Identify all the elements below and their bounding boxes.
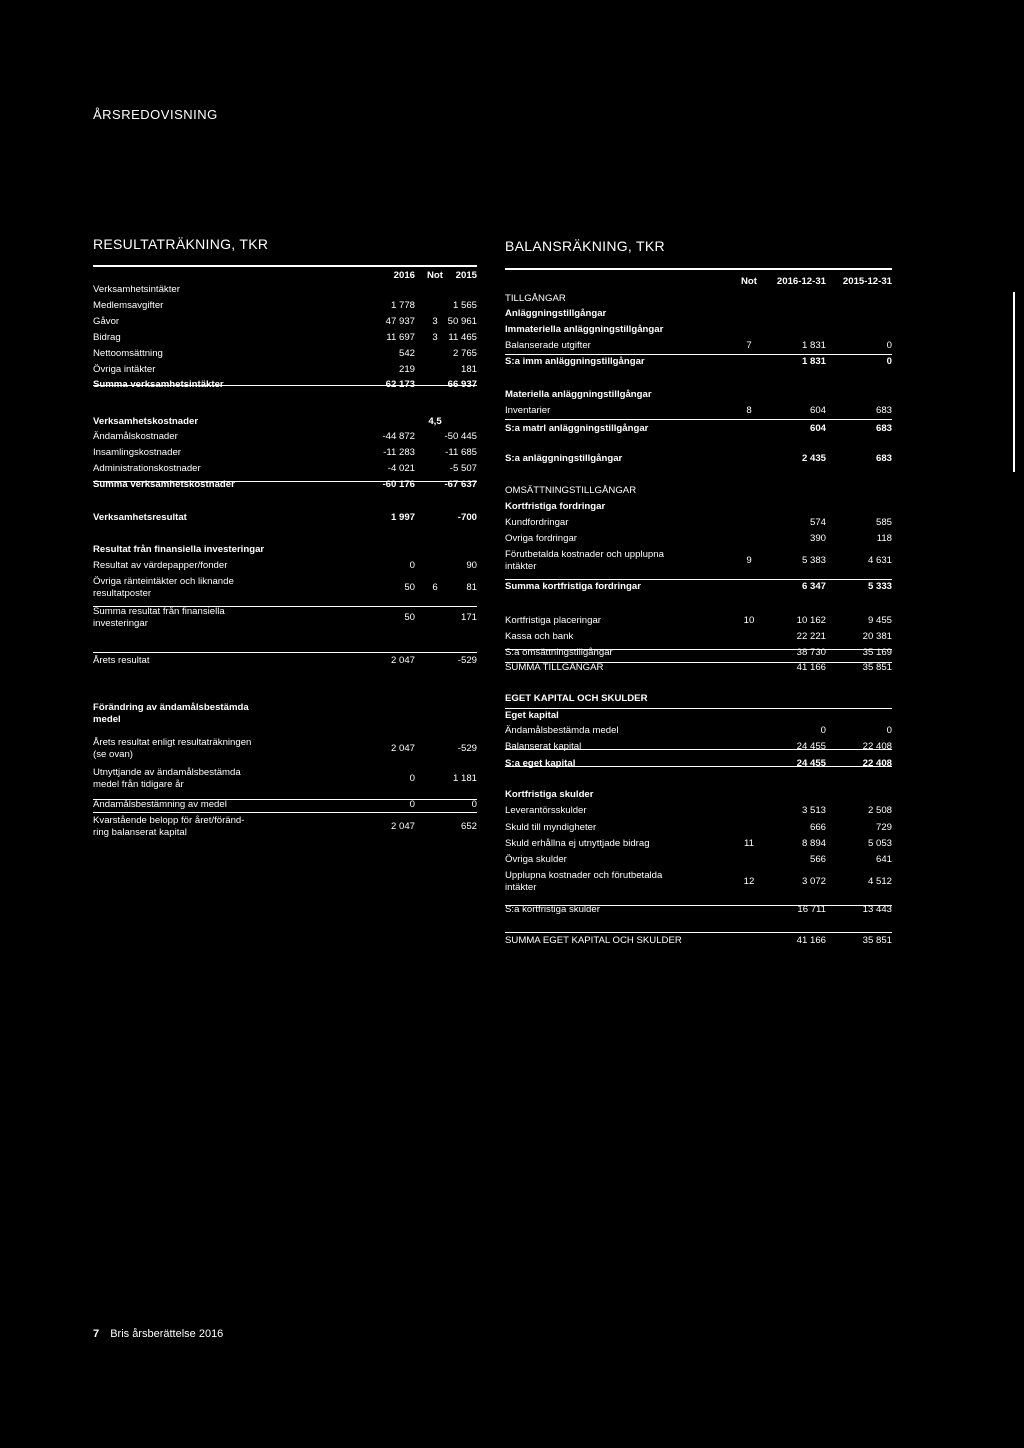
row-value-previous: 35 851 <box>862 662 892 673</box>
row-value-current: 24 455 <box>796 758 826 769</box>
row-value-previous: 1 181 <box>452 773 477 784</box>
row-value-current: 574 <box>809 517 826 528</box>
report-header: ÅRSREDOVISNING <box>93 107 218 122</box>
row-value-current: 3 072 <box>801 876 826 887</box>
resultat-table <box>93 265 477 675</box>
row-value-previous: 2 508 <box>867 805 892 816</box>
row-label: Anläggningstillgångar <box>505 308 607 319</box>
row-label: Insamlingskostnader <box>93 447 181 458</box>
row-label: Utnyttjande av ändamålsbestämda medel från tidigare år <box>93 767 241 790</box>
row-label: Immateriella anläggningstillgångar <box>505 324 664 335</box>
row-value-previous: 0 <box>886 356 892 367</box>
row-value-current: 16 711 <box>797 904 826 915</box>
row-value-current: 11 697 <box>386 332 415 343</box>
row-value-previous: 2 765 <box>452 348 477 359</box>
row-value-previous: 171 <box>460 612 477 623</box>
row-value-previous: 1 565 <box>452 300 477 311</box>
row-label: Balanserat kapital <box>505 741 582 752</box>
row-label: SUMMA EGET KAPITAL OCH SKULDER <box>505 935 682 946</box>
balans-table <box>505 268 892 678</box>
row-label: Förutbetalda kostnader och upplupna intäkter <box>505 549 664 572</box>
row-note: 12 <box>743 876 755 887</box>
row-label: Eget kapital <box>505 710 559 721</box>
row-value-current: 24 455 <box>796 741 826 752</box>
col-2015: 2015 <box>455 270 477 281</box>
row-value-current: 0 <box>409 799 415 810</box>
row-value-previous: 0 <box>471 799 477 810</box>
row-value-current: -44 872 <box>382 431 415 442</box>
row-label: Kortfristiga fordringar <box>505 501 606 512</box>
row-value-current: 666 <box>809 822 826 833</box>
row-label: Kortfristiga skulder <box>505 789 594 800</box>
page-footer <box>93 1328 223 1340</box>
row-label: Verksamhetskostnader <box>93 416 199 427</box>
col-not: Not <box>427 270 443 281</box>
row-value-previous: 20 381 <box>862 631 892 642</box>
row-label: Resultat från finansiella investeringar <box>93 544 265 555</box>
row-label: Skuld erhållna ej utnyttjade bidrag <box>505 838 650 849</box>
row-note: 4,5 <box>428 416 442 427</box>
row-value-previous: 0 <box>886 725 892 736</box>
row-value-previous: 11 465 <box>448 332 477 343</box>
row-value-current: 1 778 <box>390 300 415 311</box>
row-note: 7 <box>746 340 752 351</box>
row-value-previous: 22 408 <box>862 758 892 769</box>
row-value-current: -60 176 <box>382 479 415 490</box>
row-value-previous: 90 <box>466 560 477 571</box>
row-value-current: 41 166 <box>796 662 826 673</box>
row-value-current: 10 162 <box>796 615 826 626</box>
skulder-table <box>505 692 892 957</box>
row-label: OMSÄTTNINGSTILLGÅNGAR <box>505 485 637 496</box>
row-value-previous: 683 <box>875 423 892 434</box>
page-edge-mark <box>1013 292 1015 472</box>
row-value-current: 38 730 <box>796 647 826 658</box>
row-value-previous: 641 <box>875 854 892 865</box>
row-label: Resultat av värdepapper/fonder <box>93 560 228 571</box>
row-note: 6 <box>432 582 438 593</box>
row-label: Upplupna kostnader och förutbetalda intäkter <box>505 870 663 893</box>
row-note: 10 <box>743 615 755 626</box>
row-value-previous: 729 <box>875 822 892 833</box>
row-value-previous: 81 <box>466 582 477 593</box>
row-value-current: 1 997 <box>390 512 415 523</box>
row-label: Kundfordringar <box>505 517 569 528</box>
row-value-previous: 35 851 <box>862 935 892 946</box>
row-value-previous: 22 408 <box>862 741 892 752</box>
row-value-current: 0 <box>409 560 415 571</box>
row-label: Balanserade utgifter <box>505 340 591 351</box>
row-value-current: -11 283 <box>383 447 415 458</box>
row-value-current: 41 166 <box>796 935 826 946</box>
row-value-previous: 118 <box>876 533 892 544</box>
row-label: EGET KAPITAL OCH SKULDER <box>505 693 648 704</box>
row-value-current: 22 221 <box>796 631 826 642</box>
row-value-previous: 50 961 <box>447 316 477 327</box>
row-note: 3 <box>432 332 438 343</box>
row-value-current: 2 435 <box>801 453 826 464</box>
row-label: Nettoomsättning <box>93 348 163 359</box>
row-value-previous: -700 <box>457 512 477 523</box>
row-value-previous: 683 <box>875 453 892 464</box>
row-value-previous: 181 <box>460 364 477 375</box>
row-label: Materiella anläggningstillgångar <box>505 389 652 400</box>
row-value-previous: 4 512 <box>867 876 892 887</box>
row-value-previous: -529 <box>457 743 477 754</box>
row-value-current: 2 047 <box>390 821 415 832</box>
row-value-current: 62 173 <box>385 379 415 390</box>
forandring-table <box>93 702 477 852</box>
row-value-previous: 5 053 <box>867 838 892 849</box>
row-label: Ovriga fordringar <box>505 533 577 544</box>
row-label: S:a imm anläggningstillgångar <box>505 356 645 367</box>
row-label: Ändamålsbestämning av medel <box>93 799 227 810</box>
row-label: Kassa och bank <box>505 631 574 642</box>
row-label: Administrationskostnader <box>93 463 201 474</box>
row-value-current: 47 937 <box>385 316 415 327</box>
row-label: Förändring av ändamålsbestämda medel <box>93 702 249 725</box>
row-value-previous: 35 169 <box>862 647 892 658</box>
row-value-previous: 652 <box>460 821 477 832</box>
row-label: TILLGÅNGAR <box>505 293 566 304</box>
row-label: SUMMA TILLGÅNGAR <box>505 662 604 673</box>
row-label: Övriga skulder <box>505 854 567 865</box>
row-value-current: -4 021 <box>387 463 415 474</box>
col-2015-12-31: 2015-12-31 <box>842 276 892 287</box>
row-value-current: 50 <box>404 582 415 593</box>
row-value-current: 219 <box>398 364 415 375</box>
row-label: Övriga ränteintäkter och liknande resultatposter <box>93 576 234 599</box>
row-value-previous: 585 <box>875 517 892 528</box>
row-value-current: 2 047 <box>390 743 415 754</box>
row-label: Summa resultat från finansiella investeringar <box>93 606 225 629</box>
row-label: Bidrag <box>93 332 121 343</box>
row-value-current: 5 383 <box>801 555 826 566</box>
row-label: S:a matrl anläggningstillgångar <box>505 423 649 434</box>
row-value-previous: 66 937 <box>447 379 477 390</box>
row-label: Ändamålsbestämda medel <box>505 725 619 736</box>
row-label: Kortfristiga placeringar <box>505 615 601 626</box>
col-2016-12-31: 2016-12-31 <box>776 276 826 287</box>
row-value-current: 1 831 <box>801 356 826 367</box>
row-value-previous: 5 333 <box>867 581 892 592</box>
row-value-previous: -67 637 <box>444 479 477 490</box>
balans-title: BALANSRÄKNING, TKR <box>505 238 665 254</box>
row-value-current: 1 831 <box>801 340 826 351</box>
row-value-current: 0 <box>820 725 826 736</box>
row-label: Ändamålskostnader <box>93 431 178 442</box>
row-value-current: 604 <box>809 423 826 434</box>
row-label: Verksamhetsintäkter <box>93 284 180 295</box>
row-label: Övriga intäkter <box>93 364 156 375</box>
row-label: Medlemsavgifter <box>93 300 164 311</box>
row-label: Årets resultat enligt resultaträkningen (se ovan) <box>93 737 252 760</box>
row-value-current: 8 894 <box>801 838 826 849</box>
row-value-previous: -5 507 <box>449 463 477 474</box>
row-value-current: 542 <box>398 348 415 359</box>
row-value-current: 2 047 <box>390 655 415 666</box>
footer-text: Bris årsberättelse 2016 <box>110 1328 224 1340</box>
row-value-previous: 0 <box>886 340 892 351</box>
row-value-previous: 13 443 <box>862 904 892 915</box>
resultat-title: RESULTATRÄKNING, TKR <box>93 236 269 252</box>
row-value-current: 50 <box>404 612 415 623</box>
row-label: Inventarier <box>505 405 551 416</box>
row-label: Summa kortfristiga fordringar <box>505 581 641 592</box>
row-label: Summa verksamhetsintäkter <box>93 379 224 390</box>
row-label: S:a eget kapital <box>505 758 576 769</box>
row-value-previous: -50 445 <box>444 431 477 442</box>
row-value-current: 604 <box>809 405 826 416</box>
row-value-current: 0 <box>409 773 415 784</box>
row-value-current: 6 347 <box>801 581 826 592</box>
row-label: Summa verksamhetskostnader <box>93 479 235 490</box>
row-label: Kvarstående belopp för året/föränd- ring balanserat kapital <box>93 815 245 838</box>
row-label: Årets resultat <box>93 655 150 666</box>
row-label: Leverantörsskulder <box>505 805 587 816</box>
row-value-current: 3 513 <box>801 805 826 816</box>
row-value-previous: -11 685 <box>445 447 477 458</box>
row-value-current: 390 <box>809 533 826 544</box>
row-value-previous: 4 631 <box>867 555 892 566</box>
row-label: Skuld till myndigheter <box>505 822 597 833</box>
row-note: 11 <box>744 838 754 849</box>
row-value-current: 566 <box>809 854 826 865</box>
row-label: S:a anläggningstillgångar <box>505 453 623 464</box>
col-2016: 2016 <box>393 270 415 281</box>
row-label: Gåvor <box>93 316 120 327</box>
row-value-previous: 9 455 <box>867 615 892 626</box>
page-number: 7 <box>93 1328 100 1340</box>
row-value-previous: -529 <box>457 655 477 666</box>
row-note: 3 <box>432 316 438 327</box>
row-value-previous: 683 <box>875 405 892 416</box>
col-not: Not <box>741 276 757 287</box>
row-note: 9 <box>746 555 752 566</box>
row-label: S:a kortfristiga skulder <box>505 904 600 915</box>
row-label: Verksamhetsresultat <box>93 512 187 523</box>
row-note: 8 <box>746 405 752 416</box>
row-label: S:a omsättningstillgångar <box>505 647 613 658</box>
